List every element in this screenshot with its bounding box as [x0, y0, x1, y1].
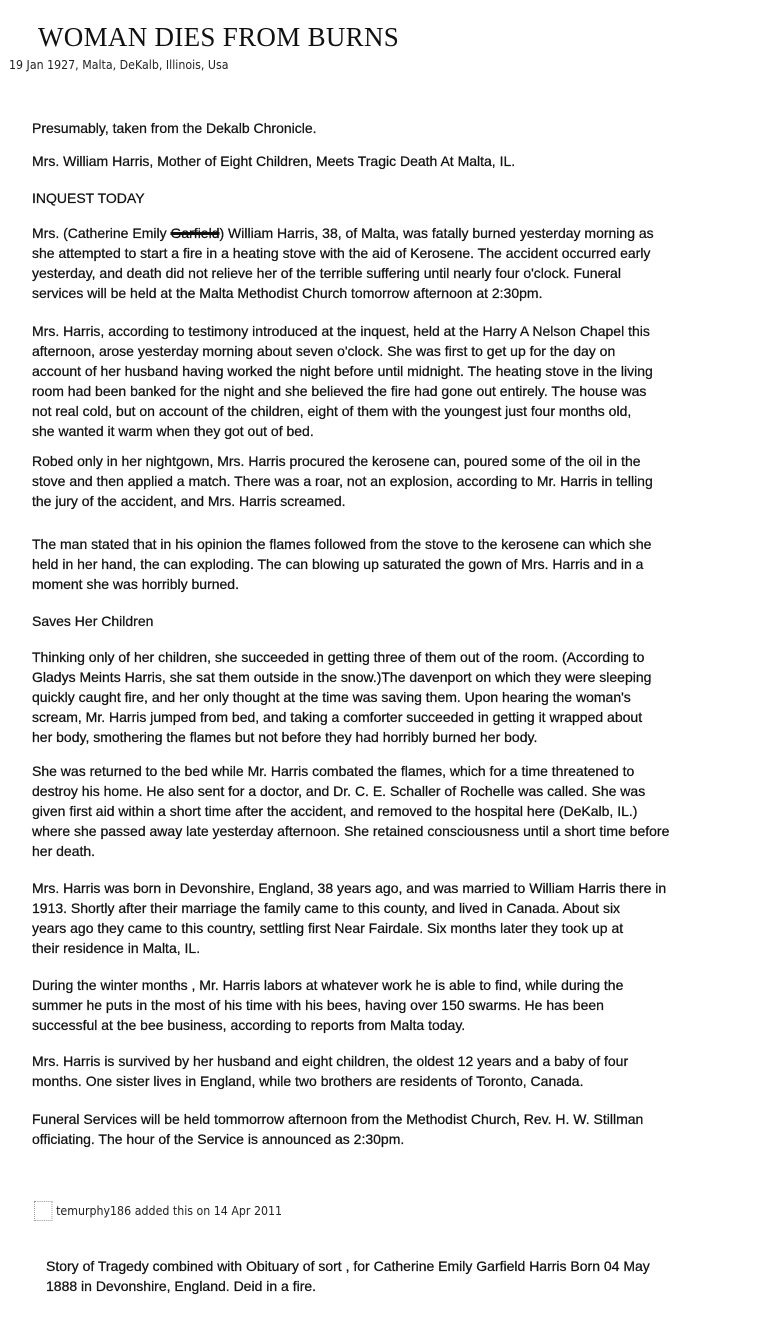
paragraph-line: Gladys Meints Harris, she sat them outside in the snow.)The davenport on which they were sleeping — [32, 669, 652, 685]
paragraph-line: 1888 in Devonshire, England. Deid in a fire. — [46, 1278, 317, 1294]
paragraph-line: scream, Mr. Harris jumped from bed, and taking a comforter succeeded in getting it wrapped about — [32, 709, 643, 725]
article-meta: 19 Jan 1927, Malta, DeKalb, Illinois, Usa — [9, 58, 229, 72]
paragraph-line: officiating. The hour of the Service is announced as 2:30pm. — [32, 1131, 405, 1147]
paragraph-line: months. One sister lives in England, while two brothers are residents of Toronto, Canada. — [32, 1073, 584, 1089]
paragraph-line: account of her husband having worked the night before until midnight. The heating stove in the living — [32, 363, 653, 379]
paragraph-line: quickly caught fire, and her only thought at the time was saving them. Upon hearing the woman's — [32, 689, 631, 705]
paragraph-line: held in her hand, the can exploding. The can blowing up saturated the gown of Mrs. Harris and in a — [32, 556, 644, 572]
paragraph-line: Robed only in her nightgown, Mrs. Harris procured the kerosene can, poured some of the oil in the — [32, 453, 641, 469]
paragraph-line: Mrs. Harris was born in Devonshire, England, 38 years ago, and was married to William Harris there in — [32, 880, 667, 896]
paragraph-9 — [32, 1051, 628, 1091]
paragraph-2 — [32, 321, 653, 441]
paragraph-7 — [32, 878, 666, 958]
paragraph-4 — [32, 534, 651, 594]
paragraph-line: She was returned to the bed while Mr. Harris combated the flames, which for a time threatened to — [32, 763, 635, 779]
paragraph-10 — [32, 1109, 643, 1149]
paragraph-line: The man stated that in his opinion the flames followed from the stove to the kerosene can which she — [32, 536, 652, 552]
paragraph-line: she wanted it warm when they got out of bed. — [32, 423, 314, 439]
avatar — [34, 1201, 52, 1221]
paragraph-line: yesterday, and death did not relieve her of the terrible suffering until nearly four o'clock. Funeral — [32, 265, 621, 281]
paragraph-line — [32, 223, 654, 243]
paragraph-line: given first aid within a short time after the accident, and removed to the hospital here (DeKalb, IL.) — [32, 803, 638, 819]
paragraph-line: Story of Tragedy combined with Obituary of sort , for Catherine Emily Garfield Harris Born 04 May — [46, 1258, 650, 1274]
paragraph-line: where she passed away late yesterday afternoon. She retained consciousness until a short time before — [32, 823, 670, 839]
text: Mrs. (Catherine Emily — [32, 225, 171, 241]
source-note: Presumably, taken from the Dekalb Chronicle. — [32, 120, 317, 136]
paragraph-6 — [32, 761, 669, 861]
paragraph-line: Funeral Services will be held tommorrow afternoon from the Methodist Church, Rev. H. W. Stillman — [32, 1111, 644, 1127]
paragraph-line: 1913. Shortly after their marriage the family came to this county, and lived in Canada. About six — [32, 900, 621, 916]
paragraph-line: afternoon, arose yesterday morning about seven o'clock. She was first to get up for the day on — [32, 343, 616, 359]
paragraph-line: summer he puts in the most of his time with his bees, having over 150 swarms. He has been — [32, 997, 604, 1013]
paragraph-line: Mrs. Harris is survived by her husband and eight children, the oldest 12 years and a baby of four — [32, 1053, 629, 1069]
paragraph-line: her death. — [32, 843, 96, 859]
paragraph-line: successful at the bee business, according to reports from Malta today. — [32, 1017, 466, 1033]
added-text: added this on 14 Apr 2011 — [134, 1204, 283, 1218]
story-note — [46, 1256, 650, 1296]
paragraph-3 — [32, 451, 653, 511]
subheadline: Mrs. William Harris, Mother of Eight Children, Meets Tragic Death At Malta, IL. — [32, 153, 516, 169]
paragraph-8 — [32, 975, 623, 1035]
paragraph-line: the jury of the accident, and Mrs. Harris screamed. — [32, 493, 346, 509]
paragraph-line: their residence in Malta, IL. — [32, 940, 201, 956]
text: ) William Harris, 38, of Malta, was fatally burned yesterday morning as — [219, 225, 654, 241]
paragraph-line: years ago they came to this country, settling first Near Fairdale. Six months later they took up at — [32, 920, 624, 936]
paragraph-5 — [32, 647, 651, 747]
paragraph-line: moment she was horribly burned. — [32, 576, 239, 592]
section-heading-inquest: INQUEST TODAY — [32, 190, 145, 206]
paragraph-line: destroy his home. He also sent for a doctor, and Dr. C. E. Schaller of Rochelle was called. She was — [32, 783, 646, 799]
paragraph-line: Thinking only of her children, she succeeded in getting three of them out of the room. (According to — [32, 649, 645, 665]
paragraph-line: stove and then applied a match. There was a roar, not an explosion, according to Mr. Harris in telling — [32, 473, 653, 489]
contributor-line — [34, 1201, 282, 1221]
paragraph-1 — [32, 223, 654, 303]
paragraph-line: her body, smothering the flames but not before they had horribly burned her body. — [32, 729, 538, 745]
username-link[interactable]: temurphy186 — [56, 1204, 132, 1218]
paragraph-line: During the winter months , Mr. Harris labors at whatever work he is able to find, while during the — [32, 977, 624, 993]
paragraph-line: room had been banked for the night and she believed the fire had gone out entirely. The house was — [32, 383, 647, 399]
struck-name: Garfield — [170, 225, 220, 241]
section-heading-saves: Saves Her Children — [32, 613, 154, 629]
paragraph-line: not real cold, but on account of the children, eight of them with the youngest just four months old, — [32, 403, 632, 419]
paragraph-line: Mrs. Harris, according to testimony introduced at the inquest, held at the Harry A Nelson Chapel this — [32, 323, 650, 339]
article-title: WOMAN DIES FROM BURNS — [38, 22, 400, 52]
paragraph-line: she attempted to start a fire in a heating stove with the aid of Kerosene. The accident occurred early — [32, 245, 651, 261]
paragraph-line: services will be held at the Malta Methodist Church tomorrow afternoon at 2:30pm. — [32, 285, 543, 301]
